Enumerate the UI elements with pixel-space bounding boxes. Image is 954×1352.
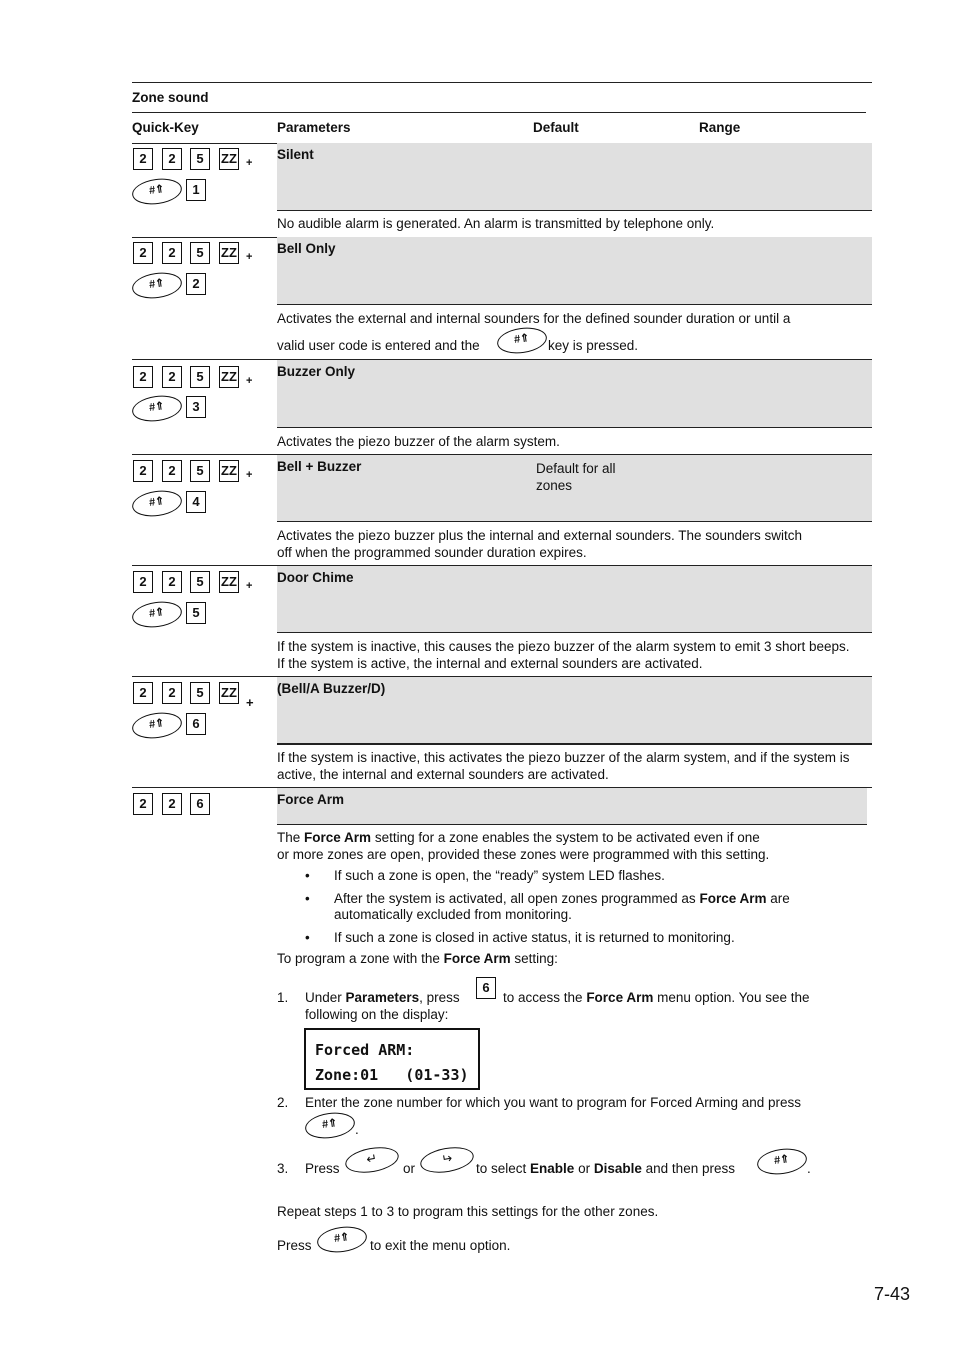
key-number: 4: [186, 491, 206, 513]
col-parameters: Parameters: [277, 120, 351, 135]
plus-sign: +: [246, 695, 254, 710]
bullet: •: [305, 930, 310, 945]
key-5: 5: [190, 571, 210, 593]
enter-key-icon: #⇑: [131, 710, 184, 742]
key-2: 2: [133, 460, 153, 482]
lcd-line-1: Forced ARM:: [315, 1041, 415, 1059]
program-instruction: [277, 951, 558, 966]
param-bell-a-buzzer-d: [277, 677, 872, 745]
arrow-back-key-icon: ↵: [418, 1143, 475, 1176]
key-zz: ZZ: [219, 366, 239, 388]
text-bold: Force Arm: [586, 990, 654, 1005]
text-bold: Force Arm: [443, 951, 511, 966]
text-part: , press: [419, 990, 460, 1005]
key-2: 2: [162, 242, 182, 264]
desc-bell-only-line1: Activates the external and internal sounders for the defined sounder duration or until a: [277, 311, 791, 326]
enter-key-icon: #⇑: [131, 270, 184, 302]
enter-key-icon: #⇑: [131, 176, 184, 208]
enter-key-icon: #⇑: [316, 1224, 369, 1256]
param-title: Silent: [277, 147, 314, 162]
key-zz: ZZ: [219, 571, 239, 593]
step1-text-a: [305, 990, 460, 1005]
text-part: to select: [476, 1161, 527, 1176]
step2-end: .: [355, 1122, 359, 1137]
arrow-forward-key-icon: ↵: [343, 1143, 400, 1176]
step3-or: or: [403, 1161, 416, 1176]
key-2: 2: [162, 148, 182, 170]
step-number: 3.: [277, 1161, 289, 1176]
intro-text: or more zones are open, provided these zones were programmed with this setting.: [277, 847, 770, 862]
enter-key-icon: #⇑: [131, 393, 184, 425]
key-2: 2: [162, 366, 182, 388]
key-5: 5: [190, 148, 210, 170]
param-door-chime: [277, 566, 872, 633]
desc-bell-a-buzzer-d: If the system is inactive, this activates the piezo buzzer of the alarm system, and if the system is active, the internal and external sounders are activated.: [277, 750, 850, 782]
text-bold: Disable: [593, 1161, 642, 1176]
text-bold: Enable: [530, 1161, 575, 1176]
plus-sign: +: [246, 157, 253, 169]
enter-key-icon: #⇑: [304, 1110, 357, 1142]
step1-text-b: [503, 990, 810, 1005]
intro-text: The: [277, 830, 301, 845]
param-title: Buzzer Only: [277, 364, 356, 379]
exit-press: Press: [277, 1238, 312, 1253]
key-number: 5: [186, 602, 206, 624]
desc-bell-only-line2b: key is pressed.: [548, 338, 639, 353]
param-title: Bell + Buzzer: [277, 459, 362, 474]
text-part: menu option. You see the: [657, 990, 810, 1005]
key-2: 2: [133, 242, 153, 264]
step1-text-c: following on the display:: [305, 1007, 449, 1022]
key-zz: ZZ: [219, 682, 239, 704]
key-5: 5: [190, 682, 210, 704]
exit-text: to exit the menu option.: [370, 1238, 511, 1253]
key-2: 2: [162, 682, 182, 704]
key-number: 3: [186, 396, 206, 418]
key-zz: ZZ: [219, 148, 239, 170]
text-part: Under: [305, 990, 342, 1005]
key-6: 6: [190, 793, 210, 815]
plus-sign: +: [246, 469, 253, 481]
page-number: 7-43: [874, 1284, 911, 1304]
plus-sign: +: [246, 580, 253, 592]
text-part: to access the: [503, 990, 583, 1005]
text-part: and then press: [645, 1161, 735, 1176]
desc-silent: No audible alarm is generated. An alarm is transmitted by telephone only.: [277, 216, 715, 231]
bullet-text-part: are: [770, 891, 790, 906]
key-2: 2: [162, 793, 182, 815]
step2-text: Enter the zone number for which you want to program for Forced Arming and press: [305, 1095, 801, 1110]
section-title: Zone sound: [132, 90, 209, 105]
col-range: Range: [699, 120, 741, 135]
key-2: 2: [133, 793, 153, 815]
text-part: To program a zone with the: [277, 951, 440, 966]
text-part: or: [578, 1161, 591, 1176]
bullet-text: If such a zone is open, the “ready” system LED flashes.: [334, 868, 665, 883]
key-5: 5: [190, 242, 210, 264]
key-number: 6: [186, 713, 206, 735]
step-number: 1.: [277, 990, 289, 1005]
top-rule: [132, 82, 872, 83]
param-title: Bell Only: [277, 241, 336, 256]
key-2: 2: [162, 460, 182, 482]
step3-press: Press: [305, 1161, 340, 1176]
key-2: 2: [162, 571, 182, 593]
plus-sign: +: [246, 251, 253, 263]
param-buzzer-only: [277, 360, 872, 428]
desc-buzzer-only: Activates the piezo buzzer of the alarm system.: [277, 434, 560, 449]
key-5: 5: [190, 460, 210, 482]
plus-sign: +: [246, 375, 253, 387]
header-rule: [132, 112, 866, 113]
text-bold: Parameters: [345, 990, 420, 1005]
key-2: 2: [133, 148, 153, 170]
col-default: Default: [533, 120, 579, 135]
bullet: •: [305, 891, 310, 906]
enter-key-icon: #⇑: [756, 1146, 809, 1178]
param-bell-only: [277, 237, 872, 305]
desc-bell-only-line2a: valid user code is entered and the: [277, 338, 480, 353]
enter-key-icon: #⇑: [496, 325, 549, 357]
step-number: 2.: [277, 1095, 289, 1110]
intro-text: setting for a zone enables the system to be activated even if one: [374, 830, 760, 845]
default-value: Default for all zones: [536, 461, 616, 493]
key-number: 2: [186, 273, 206, 295]
key-2: 2: [133, 366, 153, 388]
param-title: Force Arm: [277, 792, 345, 807]
bullet-text: [334, 891, 854, 923]
intro-bold: Force Arm: [304, 830, 372, 845]
step3-end: .: [807, 1161, 811, 1176]
desc-bell-buzzer: Activates the piezo buzzer plus the internal and external sounders. The sounders switch off when the programmed sounder duration expires.: [277, 528, 803, 560]
bullet-text-bold: Force Arm: [699, 891, 767, 906]
key-number: 1: [186, 179, 206, 201]
lcd-display: [304, 1028, 480, 1090]
text-part: setting:: [514, 951, 558, 966]
lcd-line-2: Zone:01 (01-33): [315, 1066, 469, 1084]
bullet-text-part: After the system is activated, all open zones programmed as: [334, 891, 696, 906]
key-zz: ZZ: [219, 242, 239, 264]
enter-key-icon: #⇑: [131, 488, 184, 520]
key-5: 5: [190, 366, 210, 388]
param-silent: [277, 143, 872, 211]
key-6: 6: [476, 977, 496, 999]
param-title: Door Chime: [277, 570, 354, 585]
key-2: 2: [133, 682, 153, 704]
step3-text: [476, 1161, 735, 1176]
key-2: 2: [133, 571, 153, 593]
desc-door-chime: If the system is inactive, this causes the piezo buzzer of the alarm system to emit 3 short beeps. If the system is active, the internal and external sounders are activated.: [277, 639, 850, 671]
param-bell-buzzer: [277, 455, 872, 522]
enter-key-icon: #⇑: [131, 599, 184, 631]
force-arm-intro: [277, 829, 837, 863]
bullet-text: If such a zone is closed in active status, it is returned to monitoring.: [334, 930, 735, 945]
bullet-text-part: automatically excluded from monitoring.: [334, 907, 572, 922]
col-quickkey: Quick-Key: [132, 120, 199, 135]
param-force-arm: [277, 788, 867, 825]
bullet: •: [305, 868, 310, 883]
repeat-text: Repeat steps 1 to 3 to program this settings for the other zones.: [277, 1204, 659, 1219]
param-title: (Bell/A Buzzer/D): [277, 681, 386, 696]
key-zz: ZZ: [219, 460, 239, 482]
